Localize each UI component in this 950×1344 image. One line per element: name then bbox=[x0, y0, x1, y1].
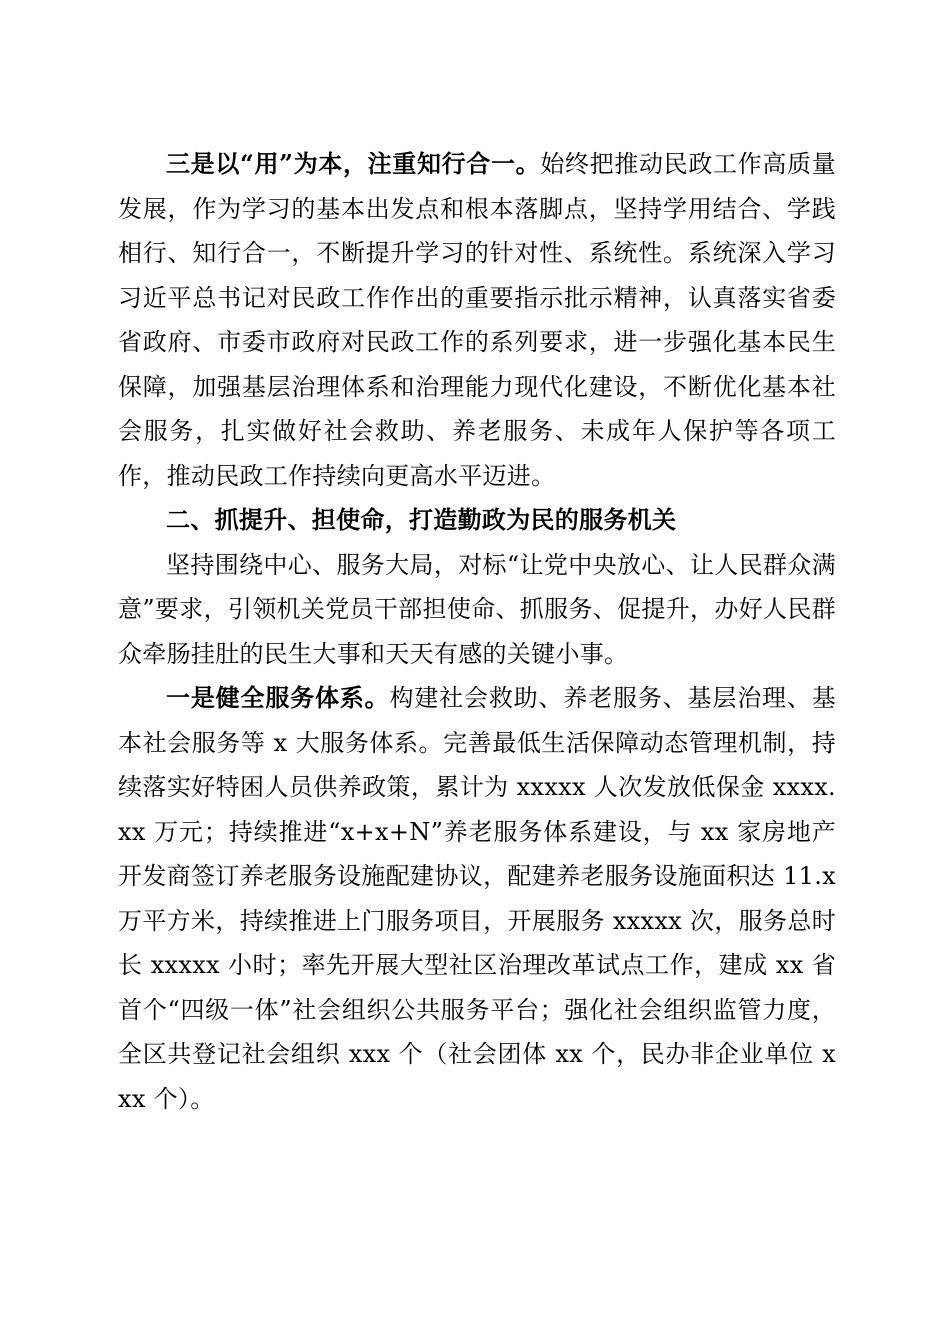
paragraph-point-three bbox=[118, 142, 836, 498]
paragraph-point-one bbox=[118, 676, 836, 1121]
section-intro-paragraph: 坚持围绕中心、服务大局，对标“让党中央放心、让人民群众满意”要求，引领机关党员干部担使命、抓服务、促提升，办好人民群众牵肠挂肚的民生大事和天天有感的关键小事。 bbox=[118, 550, 836, 668]
paragraph-point-one-text: 构建社会救助、养老服务、基层治理、基本社会服务等 x 大服务体系。完善最低生活保障动态管理机制，持续落实好特困人员供养政策，累计为 xxxxx 人次发放低保金 xxxx.xx 万元；持续推进“x+x+N”养老服务体系建设，与 xx 家房地产开发商签订养老服务设施配建协议，配建养老服务设施面积达 11.x 万平方米，持续推进上门服务项目，开展服务 xxxxx 次，服务总时长 xxxxx 小时；率先开展大型社区治理改革试点工作，建成 xx 省首个“四级一体”社会组织公共服务平台；强化社会组织监管力度，全区共登记社会组织 xxx 个（社会团体 xx 个，民办非企业单位 xxx 个）。 bbox=[118, 684, 836, 1113]
paragraph-point-three-lead: 三是以“用”为本，注重知行合一。 bbox=[166, 149, 541, 178]
paragraph-point-one-lead: 一是健全服务体系。 bbox=[166, 683, 390, 712]
section-heading: 二、抓提升、担使命，打造勤政为民的服务机关 bbox=[166, 506, 677, 534]
document-body bbox=[118, 142, 836, 1121]
paragraph-point-three-text: 始终把推动民政工作高质量发展，作为学习的基本出发点和根本落脚点，坚持学用结合、学践相行、知行合一，不断提升学习的针对性、系统性。系统深入学习习近平总书记对民政工作作出的重要指示批示精神，认真落实省委省政府、市委市政府对民政工作的系列要求，进一步强化基本民生保障，加强基层治理体系和治理能力现代化建设，不断优化基本社会服务，扎实做好社会救助、养老服务、未成年人保护等各项工作，推动民政工作持续向更高水平迈进。 bbox=[118, 150, 836, 490]
